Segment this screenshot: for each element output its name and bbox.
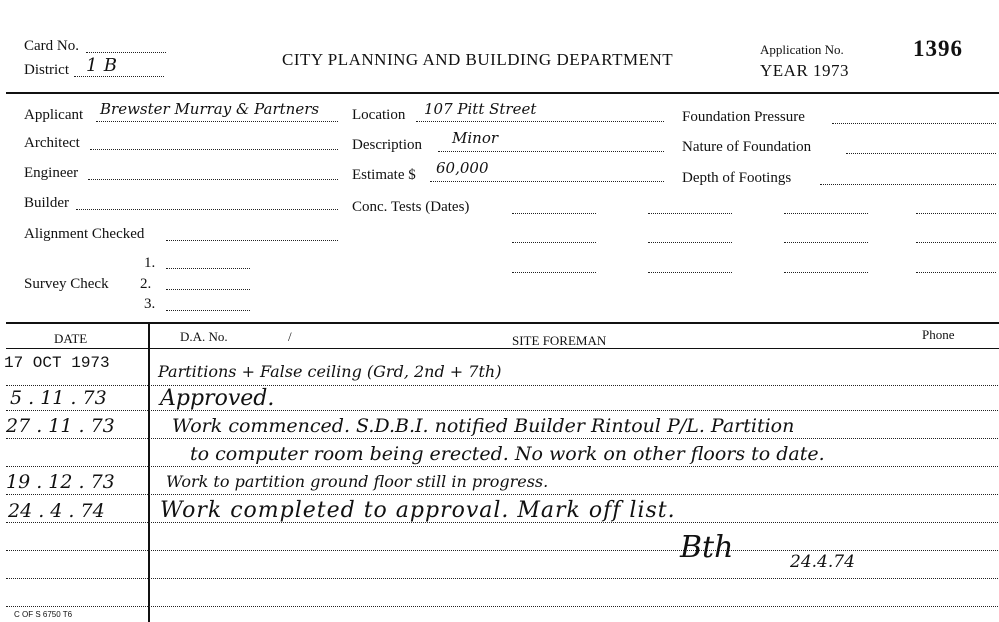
survey-line-1 (166, 268, 250, 269)
conc-line-1a (512, 213, 596, 214)
applicant-value: Brewster Murray & Partners (100, 100, 320, 118)
foundation-pressure-label: Foundation Pressure (682, 109, 805, 125)
district-line (74, 76, 164, 77)
log-top-border (6, 322, 999, 324)
row-4-text: to computer room being erected. No work on other floors to date. (190, 443, 825, 465)
row-2-date: 5 . 11 . 73 (10, 387, 107, 409)
builder-label: Builder (24, 195, 69, 211)
da-slash: / (288, 329, 292, 344)
log-header-border (6, 348, 999, 349)
survey-line-3 (166, 310, 250, 311)
row-sep-2 (6, 410, 998, 411)
row-sep-8 (6, 578, 998, 579)
details-top-border (6, 92, 999, 94)
conc-line-2c (784, 242, 868, 243)
row-sep-7 (6, 550, 998, 551)
district-value: 1 B (86, 55, 118, 76)
district-label: District (24, 62, 69, 78)
card-no-line (86, 52, 166, 53)
row-6-date: 24 . 4 . 74 (8, 500, 105, 522)
builder-line (76, 209, 338, 210)
alignment-line (166, 240, 338, 241)
row-sep-5 (6, 494, 998, 495)
row-sep-1 (6, 385, 998, 386)
survey-item-1: 1. (144, 255, 156, 271)
architect-label: Architect (24, 135, 80, 151)
foundation-pressure-line (832, 123, 996, 124)
application-no-label: Application No. (760, 42, 844, 57)
application-number: 1396 (913, 36, 963, 61)
card-no-label: Card No. (24, 38, 79, 54)
row-sep-3 (6, 438, 998, 439)
estimate-value: 60,000 (436, 159, 489, 177)
depth-footings-label: Depth of Footings (682, 170, 792, 186)
nature-foundation-line (846, 153, 996, 154)
conc-line-2a (512, 242, 596, 243)
conc-line-1d (916, 213, 996, 214)
applicant-label: Applicant (24, 107, 84, 123)
engineer-line (88, 179, 338, 180)
signature: Bth (680, 530, 734, 565)
row-5-text: Work to partition ground floor still in progress. (166, 472, 549, 491)
location-label: Location (352, 107, 406, 123)
survey-label: Survey Check (24, 276, 109, 292)
foreman-header: SITE FOREMAN (512, 333, 607, 348)
conc-line-3a (512, 272, 596, 273)
row-2-text: Approved. (160, 386, 275, 411)
date-column-divider (148, 322, 150, 622)
phone-header: Phone (922, 327, 955, 342)
row-sep-9 (6, 606, 998, 607)
survey-item-2: 2. (140, 276, 152, 292)
location-line (416, 121, 664, 122)
nature-foundation-label: Nature of Foundation (682, 139, 812, 155)
year-label: YEAR 1973 (760, 61, 850, 80)
description-line (438, 151, 664, 152)
date-header: DATE (54, 331, 88, 346)
conc-tests-label: Conc. Tests (Dates) (352, 199, 470, 215)
row-6-text: Work completed to approval. Mark off list. (160, 498, 676, 523)
row-5-date: 19 . 12 . 73 (6, 471, 115, 493)
row-1-text: Partitions + False ceiling (Grd, 2nd + 7th) (158, 362, 502, 381)
conc-line-2b (648, 242, 732, 243)
alignment-label: Alignment Checked (24, 226, 145, 242)
row-1-date: 17 OCT 1973 (4, 354, 110, 372)
applicant-line (96, 121, 338, 122)
survey-item-3: 3. (144, 296, 156, 312)
conc-line-3b (648, 272, 732, 273)
survey-line-2 (166, 289, 250, 290)
conc-line-2d (916, 242, 996, 243)
conc-line-1b (648, 213, 732, 214)
estimate-label: Estimate $ (352, 167, 416, 183)
description-label: Description (352, 137, 422, 153)
depth-footings-line (820, 184, 996, 185)
row-3-date: 27 . 11 . 73 (6, 415, 115, 437)
architect-line (90, 149, 338, 150)
form-code: C OF S 6750 T6 (14, 610, 73, 619)
conc-line-3d (916, 272, 996, 273)
row-3-text: Work commenced. S.D.B.I. notified Builder Rintoul P/L. Partition (172, 415, 795, 437)
estimate-line (430, 181, 664, 182)
conc-line-1c (784, 213, 868, 214)
department-title: CITY PLANNING AND BUILDING DEPARTMENT (282, 50, 674, 69)
signature-date: 24.4.74 (790, 552, 855, 572)
da-header: D.A. No. (180, 329, 228, 344)
location-value: 107 Pitt Street (424, 100, 537, 118)
conc-line-3c (784, 272, 868, 273)
engineer-label: Engineer (24, 165, 79, 181)
row-sep-4 (6, 466, 998, 467)
description-value: Minor (452, 129, 499, 147)
